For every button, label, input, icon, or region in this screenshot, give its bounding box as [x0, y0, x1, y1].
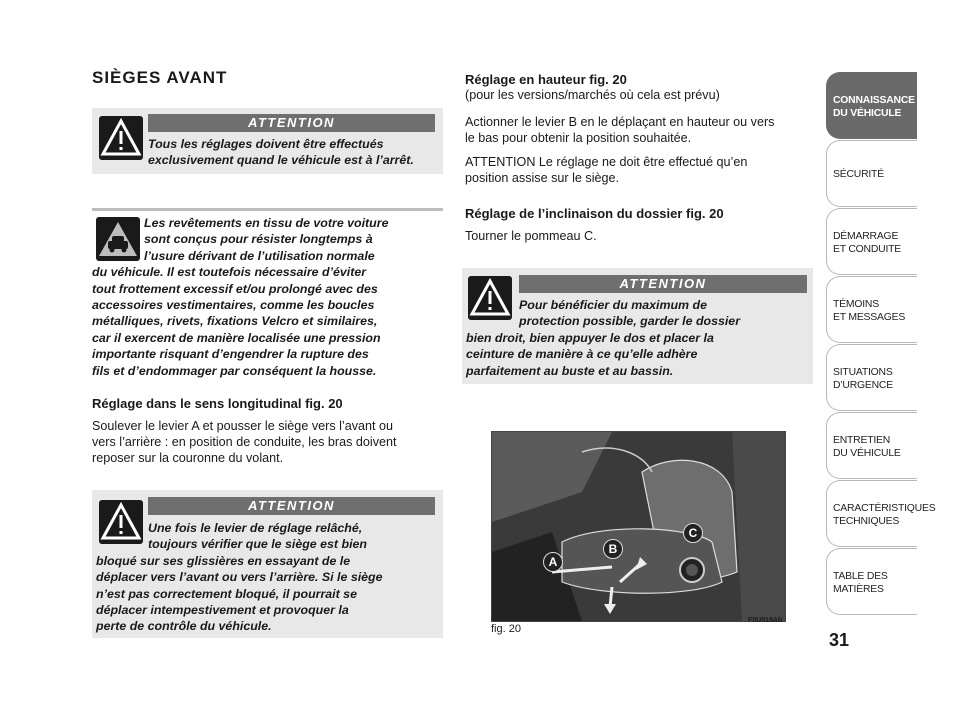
tab-caracteristiques-techniques[interactable]: CARACTÉRISTIQUES TECHNIQUES — [826, 480, 917, 547]
tab-demarrage-conduite[interactable]: DÉMARRAGE ET CONDUITE — [826, 208, 917, 275]
seat-illustration — [492, 432, 785, 621]
note-text: Les revêtements en tissu de votre voiture sont conçus pour résister longtemps à l’usure dérivant de l’utilisation normale du véhicule. Il est toutefois nécessaire d’éviter tout frottement excessif et/ou prolongé avec des accessoires vestimentaires, comme les boucles métalliques, rivets, fixations Velcro et similaires, car il exercent de manière localisée une pression importante risquant d’engendrer la rupture des fils et d’endommager par conséquent la housse. — [92, 216, 389, 378]
text-backrest: Tourner le pommeau C. — [465, 229, 597, 243]
figure-caption: fig. 20 — [491, 623, 521, 635]
warning-box-1 — [92, 108, 443, 174]
heading-longitudinal: Réglage dans le sens longitudinal fig. 20 — [92, 396, 343, 411]
tab-securite[interactable]: SÉCURITÉ — [826, 140, 917, 207]
warning-box-2 — [92, 490, 443, 638]
label-C: C — [683, 523, 703, 543]
warning-box-3 — [462, 268, 813, 384]
text-height-subtitle: (pour les versions/marchés où cela est prévu) — [465, 88, 720, 102]
warning-text: Une fois le levier de réglage relâché, toujours vérifier que le siège est bien bloqué sur ses glissières en essayant de le déplacer vers l’avant ou vers l’arrière. Si le siège n’est pas correctement bloqué, il pourrait se déplacer intempestivement et provoquer la perte de contrôle du véhicule. — [96, 521, 383, 634]
warning-label: ATTENTION — [519, 275, 807, 293]
label-A: A — [543, 552, 563, 572]
figure-code: F0U019Ab — [748, 617, 783, 624]
page-number: 31 — [829, 630, 850, 650]
heading-height: Réglage en hauteur fig. 20 — [465, 72, 627, 87]
warning-label: ATTENTION — [148, 114, 435, 132]
figure-seat-adjustment — [491, 431, 786, 622]
warning-label: ATTENTION — [148, 497, 435, 515]
tab-situations-urgence[interactable]: SITUATIONS D’URGENCE — [826, 344, 917, 411]
tab-connaissance-vehicule[interactable]: CONNAISSANCE DU VÉHICULE — [826, 72, 917, 139]
label-B: B — [603, 539, 623, 559]
tab-temoins-messages[interactable]: TÉMOINS ET MESSAGES — [826, 276, 917, 343]
note-box-fabric — [92, 208, 443, 381]
text-longitudinal: Soulever le levier A et pousser le siège vers l’avant ou vers l’arrière : en position de conduite, les bras doivent reposer sur la couronne du volant. — [92, 419, 397, 465]
page-title: SIÈGES AVANT — [92, 68, 228, 87]
tab-table-matieres[interactable]: TABLE DES MATIÈRES — [826, 548, 917, 615]
tab-entretien-vehicule[interactable]: ENTRETIEN DU VÉHICULE — [826, 412, 917, 479]
text-height-1: Actionner le levier B en le déplaçant en hauteur ou vers le bas pour obtenir la position souhaitée. — [465, 115, 775, 145]
warning-text: Tous les réglages doivent être effectués exclusivement quand le véhicule est à l’arrêt. — [148, 137, 414, 168]
heading-backrest: Réglage de l’inclinaison du dossier fig. 20 — [465, 206, 724, 221]
text-height-2: ATTENTION Le réglage ne doit être effectué qu’en position assise sur le siège. — [465, 155, 748, 185]
warning-triangle-icon — [99, 116, 143, 160]
warning-text: Pour bénéficier du maximum de protection possible, garder le dossier bien droit, bien appuyer le dos et placer la ceinture de manière à ce qu’elle adhère parfaitement au buste et au bassin. — [466, 298, 741, 378]
